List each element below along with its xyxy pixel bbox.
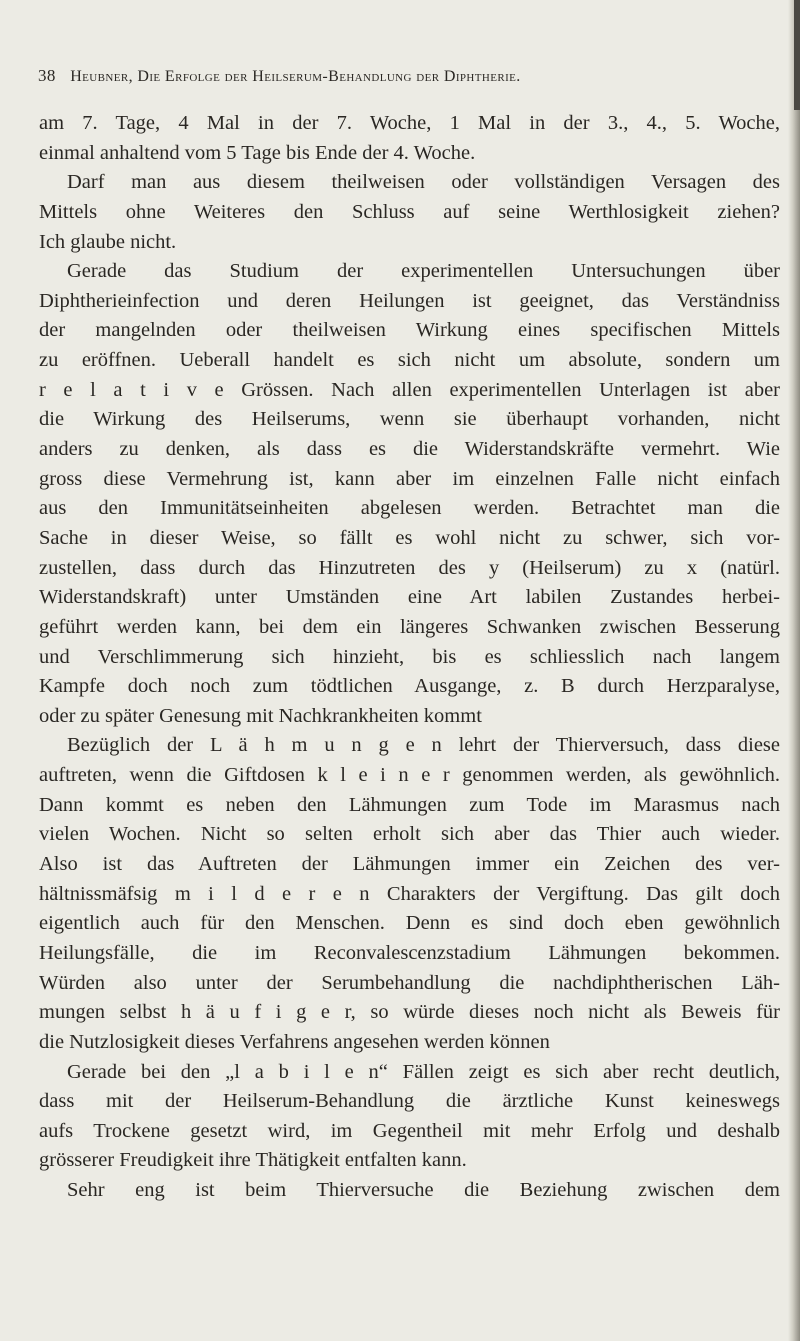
text-line: dass mit der Heilserum-Behandlung die ärztliche Kunst keineswegs xyxy=(39,1090,780,1113)
running-title: Heubner, Die Erfolge der Heilserum-Behandlung der Diphtherie. xyxy=(70,68,521,85)
page-body xyxy=(39,109,780,1289)
text-line: Widerstandskraft) unter Umständen eine Art labilen Zustandes herbei- xyxy=(39,586,780,609)
text-line: eigentlich auch für den Menschen. Denn es sind doch eben gewöhnlich xyxy=(39,912,780,935)
text-line: vielen Wochen. Nicht so selten erholt sich aber das Thier auch wieder. xyxy=(39,823,780,846)
text-line: am 7. Tage, 4 Mal in der 7. Woche, 1 Mal in der 3., 4., 5. Woche, xyxy=(39,112,780,134)
text-line: Gerade bei den „l a b i l e n“ Fällen zeigt es sich aber recht deutlich, xyxy=(67,1060,780,1083)
text-line: und Verschlimmerung sich hinzieht, bis es schliesslich nach langem xyxy=(39,645,780,668)
text-line: Also ist das Auftreten der Lähmungen immer ein Zeichen des ver- xyxy=(39,853,780,876)
text-line: Diphtherieinfection und deren Heilungen ist geeignet, das Verständniss xyxy=(39,289,780,312)
text-line: auftreten, wenn die Giftdosen k l e i n e r genommen werden, als gewöhnlich. xyxy=(39,764,780,787)
text-line: mungen selbst h ä u f i g e r, so würde dieses noch nicht als Beweis für xyxy=(39,1001,780,1024)
text-line: Gerade das Studium der experimentellen Untersuchungen über xyxy=(67,260,780,283)
text-line: Würden also unter der Serumbehandlung die nachdiphtherischen Läh- xyxy=(39,971,780,994)
scan-edge-dark-corner xyxy=(794,0,800,110)
text-line: grösserer Freudigkeit ihre Thätigkeit entfalten kann. xyxy=(39,1149,467,1172)
text-line: Bezüglich der L ä h m u n g e n lehrt der Thierversuch, dass diese xyxy=(67,734,780,757)
text-line: gross diese Vermehrung ist, kann aber im einzelnen Falle nicht einfach xyxy=(39,467,780,490)
page-number: 38 xyxy=(38,66,56,85)
text-line: r e l a t i v e Grössen. Nach allen experimentellen Unterlagen ist aber xyxy=(39,378,780,401)
scan-edge-shadow xyxy=(788,0,800,1341)
running-head xyxy=(38,66,758,92)
text-line: anders zu denken, als dass es die Widerstandskräfte vermehrt. Wie xyxy=(39,438,780,461)
text-line: aus den Immunitätseinheiten abgelesen werden. Betrachtet man die xyxy=(39,497,780,520)
text-line: Dann kommt es neben den Lähmungen zum Tode im Marasmus nach xyxy=(39,793,780,816)
text-line: der mangelnden oder theilweisen Wirkung eines specifischen Mittels xyxy=(39,319,780,342)
text-line: zustellen, dass durch das Hinzutreten des y (Heilserum) zu x (natürl. xyxy=(39,556,780,579)
text-line: zu eröffnen. Ueberall handelt es sich nicht um absolute, sondern um xyxy=(39,349,780,372)
text-line: Sehr eng ist beim Thierversuche die Beziehung zwischen dem xyxy=(67,1179,780,1202)
text-line: hältnissmäfsig m i l d e r e n Charakters der Vergiftung. Das gilt doch xyxy=(39,882,780,905)
text-line: Darf man aus diesem theilweisen oder vollständigen Versagen des xyxy=(67,171,780,194)
text-line: Kampfe doch noch zum tödtlichen Ausgange, z. B durch Herzparalyse, xyxy=(39,675,780,698)
text-line: aufs Trockene gesetzt wird, im Gegentheil mit mehr Erfolg und deshalb xyxy=(39,1119,780,1142)
text-line: Heilungsfälle, die im Reconvalescenzstadium Lähmungen bekommen. xyxy=(39,941,780,964)
text-line: die Wirkung des Heilserums, wenn sie überhaupt vorhanden, nicht xyxy=(39,408,780,431)
text-line: Sache in dieser Weise, so fällt es wohl nicht zu schwer, sich vor- xyxy=(39,526,780,549)
text-line: oder zu später Genesung mit Nachkrankheiten kommt xyxy=(39,704,482,727)
text-line: die Nutzlosigkeit dieses Verfahrens angesehen werden können xyxy=(39,1030,550,1053)
text-line: geführt werden kann, bei dem ein längeres Schwanken zwischen Besserung xyxy=(39,615,780,638)
text-line: einmal anhaltend vom 5 Tage bis Ende der 4. Woche. xyxy=(39,141,476,164)
text-line: Mittels ohne Weiteres den Schluss auf seine Werthlosigkeit ziehen? xyxy=(39,200,780,223)
text-line: Ich glaube nicht. xyxy=(39,230,177,253)
